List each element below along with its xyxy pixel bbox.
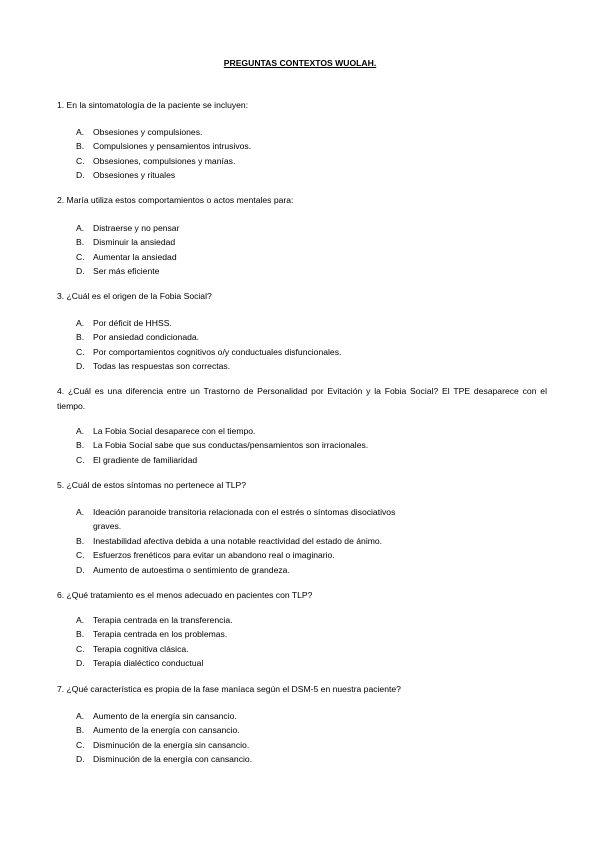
- option-text: Por déficit de HHSS.: [93, 318, 172, 328]
- option-letter: D.: [76, 361, 85, 372]
- option-letter: C.: [76, 454, 85, 465]
- option-3d: [76, 359, 516, 373]
- option-1d: [76, 168, 516, 182]
- question-3: 3. ¿Cuál es el origen de la Fobia Social?: [57, 291, 212, 301]
- option-letter: C.: [76, 251, 85, 262]
- question-6: 6. ¿Qué tratamiento es el menos adecuado en pacientes con TLP?: [57, 590, 313, 600]
- option-letter: B.: [76, 332, 85, 343]
- option-letter: B.: [76, 237, 85, 248]
- question-4: 4. ¿Cuál es una diferencia entre un Trastorno de Personalidad por Evitación y la Fobia Social? El TPE desaparece con el tiempo.: [57, 386, 547, 411]
- option-2b: [76, 235, 516, 249]
- option-letter: A.: [76, 127, 85, 137]
- question-2-options: [76, 221, 516, 279]
- option-text: Disminuir la ansiedad: [93, 237, 176, 248]
- option-letter: A.: [76, 426, 85, 436]
- option-2a: [76, 221, 516, 235]
- question-3-options: [76, 316, 516, 374]
- document-title: PREGUNTAS CONTEXTOS WUOLAH.: [223, 58, 377, 68]
- option-text: Ideación paranoide transitoria relacionada con el estrés o síntomas disociativos graves.: [93, 507, 396, 532]
- option-letter: B.: [76, 536, 85, 546]
- option-letter: B.: [76, 440, 85, 451]
- option-letter: A.: [76, 318, 85, 328]
- option-5c: [76, 548, 516, 562]
- option-text: Todas las respuestas son correctas.: [93, 361, 231, 372]
- option-7b: [76, 723, 516, 737]
- option-text: Terapia dialéctico conductual: [93, 658, 204, 669]
- option-4b: [76, 438, 516, 452]
- option-letter: A.: [76, 223, 85, 233]
- option-2d: [76, 264, 516, 278]
- option-text: El gradiente de familiaridad: [93, 454, 198, 465]
- option-letter: B.: [76, 141, 85, 152]
- option-3c: [76, 345, 516, 359]
- option-text: Por comportamientos cognitivos o/y conductuales disfuncionales.: [93, 346, 342, 357]
- option-text: Obsesiones, compulsiones y manías.: [93, 155, 236, 166]
- option-4c: [76, 453, 516, 467]
- option-text: Disminución de la energía con cansancio.: [93, 754, 253, 765]
- option-text: Terapia centrada en los problemas.: [93, 629, 228, 640]
- question-5: 5. ¿Cuál de estos síntomas no pertenece al TLP?: [57, 480, 247, 490]
- question-2: 2. María utiliza estos comportamientos o actos mentales para:: [57, 195, 294, 205]
- option-letter: C.: [76, 739, 85, 750]
- option-text: Aumento de la energía sin cansancio.: [93, 711, 237, 721]
- option-1c: [76, 154, 516, 168]
- option-6b: [76, 627, 516, 641]
- option-text: Distraerse y no pensar: [93, 223, 180, 233]
- option-letter: D.: [76, 266, 85, 277]
- option-letter: A.: [76, 615, 85, 625]
- option-text: Terapia centrada en la transferencia.: [93, 615, 233, 625]
- question-1-options: [76, 125, 516, 183]
- option-letter: D.: [76, 170, 85, 181]
- option-text: Aumento de autoestima o sentimiento de grandeza.: [93, 564, 290, 575]
- option-text: Por ansiedad condicionada.: [93, 332, 200, 343]
- option-text: Compulsiones y pensamientos intrusivos.: [93, 141, 252, 152]
- option-text: Ser más eficiente: [93, 266, 160, 277]
- option-letter: D.: [76, 564, 85, 575]
- option-letter: A.: [76, 711, 85, 721]
- option-text: Aumento de la energía con cansancio.: [93, 725, 240, 736]
- option-letter: D.: [76, 754, 85, 765]
- option-6a: [76, 613, 516, 627]
- option-letter: D.: [76, 658, 85, 669]
- option-text: Terapia cognitiva clásica.: [93, 643, 189, 654]
- question-7-options: [76, 709, 516, 767]
- option-letter: A.: [76, 507, 85, 517]
- option-5d: [76, 563, 516, 577]
- option-1b: [76, 139, 516, 153]
- option-7a: [76, 709, 516, 723]
- option-1a: [76, 125, 516, 139]
- question-4-options: [76, 424, 516, 467]
- option-text: Esfuerzos frenéticos para evitar un abandono real o imaginario.: [93, 550, 335, 561]
- option-text: Obsesiones y compulsiones.: [93, 127, 203, 137]
- option-letter: C.: [76, 643, 85, 654]
- option-4a: [76, 424, 516, 438]
- question-1: 1. En la sintomatología de la paciente se incluyen:: [57, 100, 249, 110]
- option-3a: [76, 316, 516, 330]
- option-text: La Fobia Social desaparece con el tiempo.: [93, 426, 256, 436]
- option-letter: B.: [76, 725, 85, 736]
- option-text: Inestabilidad afectiva debida a una notable reactividad del estado de ánimo.: [93, 536, 383, 546]
- option-7c: [76, 738, 516, 752]
- option-text: Aumentar la ansiedad: [93, 251, 177, 262]
- option-letter: C.: [76, 550, 85, 561]
- question-6-options: [76, 613, 516, 671]
- option-letter: C.: [76, 346, 85, 357]
- option-text: Obsesiones y rituales: [93, 170, 176, 181]
- option-5b: [76, 534, 516, 548]
- option-5a: [76, 505, 516, 534]
- option-3b: [76, 330, 516, 344]
- question-7: 7. ¿Qué característica es propia de la fase maníaca según el DSM-5 en nuestra paciente?: [57, 684, 401, 694]
- question-5-options: [76, 505, 516, 577]
- option-text: La Fobia Social sabe que sus conductas/pensamientos son irracionales.: [93, 440, 369, 451]
- option-letter: C.: [76, 155, 85, 166]
- option-7d: [76, 752, 516, 766]
- option-6d: [76, 656, 516, 670]
- option-2c: [76, 250, 516, 264]
- option-6c: [76, 642, 516, 656]
- option-text: Disminución de la energía sin cansancio.: [93, 739, 250, 750]
- option-letter: B.: [76, 629, 85, 640]
